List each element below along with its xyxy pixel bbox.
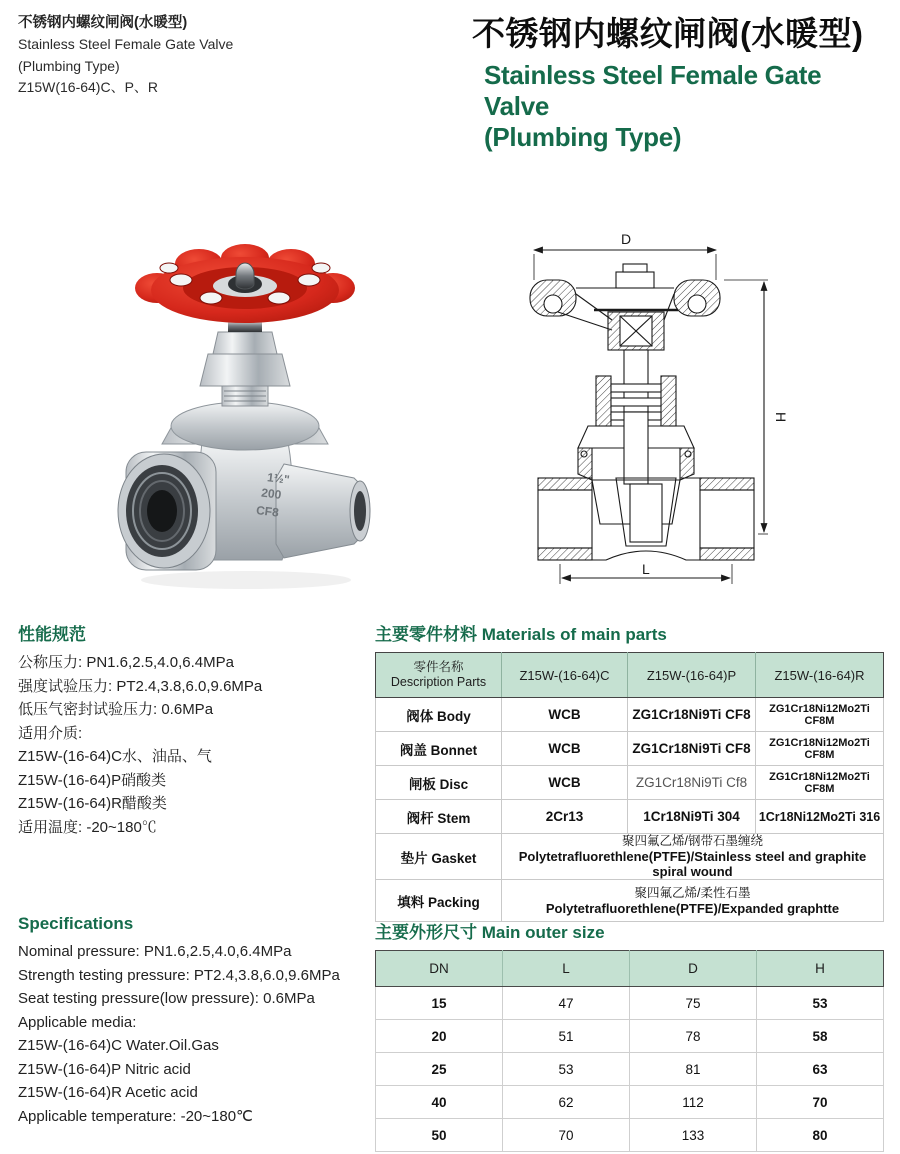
specification-line: Z15W-(16-64)P Nitric acid [18, 1060, 191, 1078]
size-header-h: H [757, 951, 884, 987]
wheel-spoke [664, 294, 674, 320]
materials-header-part [376, 653, 502, 698]
photo-shadow [141, 571, 351, 589]
marking-size: 1½" [266, 470, 291, 487]
size-dn: 15 [376, 987, 503, 1020]
size-header-row [376, 951, 884, 987]
material-merged-en: Polytetrafluorethlene(PTFE)/Expanded graphtte [545, 900, 840, 916]
specification-line: Z15W-(16-64)R Acetic acid [18, 1084, 198, 1101]
port-bore-left [538, 490, 592, 548]
materials-header-col2: Z15W-(16-64)P [628, 653, 756, 698]
handwheel-hole [170, 274, 192, 286]
size-h: 80 [757, 1119, 884, 1152]
valve-photo-group [118, 244, 370, 589]
valve-end-right-bore [354, 491, 366, 531]
size-h: 70 [757, 1086, 884, 1119]
performance-line: 公称压力: PN1.6,2.5,4.0,6.4MPa [18, 654, 234, 671]
page-title-en-line1: Stainless Steel Female Gate Valve [484, 60, 822, 121]
material-merged [502, 880, 884, 922]
part-name: 闸板 Disc [376, 766, 502, 800]
size-h: 63 [757, 1053, 884, 1086]
port-wall [700, 478, 754, 490]
material-merged-en: Polytetrafluorethlene(PTFE)/Stainless steel and graphite spiral wound [518, 849, 867, 879]
specification-line: Applicable media: [18, 1013, 137, 1031]
bonnet-wall-left [578, 448, 592, 480]
performance-line: 适用温度: -20~180℃ [18, 818, 157, 836]
marking-pressure: 200 [260, 485, 283, 502]
page-title-en [472, 60, 892, 153]
size-header-dn: DN [376, 951, 503, 987]
materials-header-col3: Z15W-(16-64)R [756, 653, 884, 698]
marking-material: CF8 [255, 503, 280, 520]
header-right [472, 8, 892, 153]
handwheel-hole [268, 292, 290, 304]
material-merged-zh: 聚四氟乙烯/钢带石墨缠绕 [622, 834, 763, 848]
product-model: Z15W(16-64)C、P、R [18, 79, 159, 95]
specifications-title: Specifications [18, 914, 134, 933]
size-l: 53 [503, 1053, 630, 1086]
size-d: 78 [630, 1020, 757, 1053]
size-title: 主要外形尺寸 Main outer size [375, 923, 605, 942]
size-d: 112 [630, 1086, 757, 1119]
specification-line: Nominal pressure: PN1.6,2.5,4.0,6.4MPa [18, 943, 292, 960]
size-dn: 50 [376, 1119, 503, 1152]
size-d: 81 [630, 1053, 757, 1086]
size-table [375, 950, 884, 1152]
size-dn: 40 [376, 1086, 503, 1119]
size-header-l: L [503, 951, 630, 987]
material-c: WCB [502, 698, 628, 732]
part-name: 阀盖 Bonnet [376, 732, 502, 766]
performance-line: Z15W-(16-64)R醋酸类 [18, 795, 167, 812]
performance-title: 性能规范 [18, 625, 86, 644]
material-p: ZG1Cr18Ni9Ti CF8 [628, 698, 756, 732]
bonnet-wall-right [680, 448, 694, 480]
table-row [376, 1119, 884, 1152]
port-wall [538, 548, 592, 560]
packing-nut [213, 332, 277, 354]
performance-line: 强度试验压力: PT2.4,3.8,6.0,9.6MPa [18, 677, 263, 695]
performance-line: 低压气密封试验压力: 0.6MPa [18, 701, 214, 718]
size-dn: 20 [376, 1020, 503, 1053]
material-p: ZG1Cr18Ni9Ti CF8 [628, 732, 756, 766]
size-l: 51 [503, 1020, 630, 1053]
page-title-en-line2: (Plumbing Type) [484, 122, 682, 152]
materials-table [375, 652, 884, 922]
packing-wall-right [661, 376, 676, 426]
valve-photo [106, 226, 384, 594]
dim-label-D: D [621, 231, 632, 247]
port-bore-right [700, 490, 754, 548]
materials-header-part-en: Description Parts [390, 675, 487, 689]
material-merged-zh: 聚四氟乙烯/柔性石墨 [634, 885, 751, 900]
size-h: 53 [757, 987, 884, 1020]
table-row [376, 766, 884, 800]
wheel-hole-left [544, 295, 562, 313]
part-name: 垫片 Gasket [376, 834, 502, 880]
wheel-hole-right [688, 295, 706, 313]
valve-drawing [496, 224, 796, 596]
bonnet-hex [200, 354, 290, 386]
specification-line: Applicable temperature: -20~180℃ [18, 1107, 253, 1125]
bonnet-dome [171, 402, 319, 450]
performance-line: 适用介质: [18, 724, 83, 742]
dim-label-L: L [642, 561, 650, 577]
table-row [376, 880, 884, 922]
material-c: 2Cr13 [502, 800, 628, 834]
table-row [376, 800, 884, 834]
handwheel-hole [200, 292, 222, 304]
product-title-en-small: Stainless Steel Female Gate Valve [18, 36, 234, 52]
table-row [376, 698, 884, 732]
size-d: 133 [630, 1119, 757, 1152]
size-l: 47 [503, 987, 630, 1020]
cap-nut [236, 263, 254, 289]
port-wall [538, 478, 592, 490]
table-row [376, 1086, 884, 1119]
size-l: 62 [503, 1086, 630, 1119]
packing-ring [611, 398, 661, 406]
performance-section [18, 620, 370, 839]
size-dn: 25 [376, 1053, 503, 1086]
materials-header-row [376, 653, 884, 698]
table-row [376, 1053, 884, 1086]
part-name: 阀杆 Stem [376, 800, 502, 834]
table-row [376, 834, 884, 880]
part-name: 阀体 Body [376, 698, 502, 732]
size-block [375, 918, 883, 1152]
dim-label-H: H [773, 412, 789, 423]
performance-line: Z15W-(16-64)P硝酸类 [18, 771, 167, 789]
packing-wall-left [596, 376, 611, 426]
materials-header-part-zh: 零件名称 [413, 660, 464, 674]
material-p: ZG1Cr18Ni9Ti Cf8 [628, 766, 756, 800]
material-r: ZG1Cr18Ni12Mo2Ti CF8M [756, 766, 884, 800]
materials-block [375, 620, 883, 922]
handwheel-hole [312, 263, 330, 273]
specifications-section [18, 914, 370, 1128]
size-l: 70 [503, 1119, 630, 1152]
header-left [18, 12, 348, 99]
table-row [376, 987, 884, 1020]
performance-line: Z15W-(16-64)C水、油品、气 [18, 748, 212, 765]
handwheel-hole [298, 274, 320, 286]
stem-nut [616, 272, 654, 288]
stem-nut-top [623, 264, 647, 272]
page-title-zh: 不锈钢内螺纹闸阀(水暖型) [472, 15, 864, 52]
material-p: 1Cr18Ni9Ti 304 [628, 800, 756, 834]
material-c: WCB [502, 732, 628, 766]
product-subtitle-en-small: (Plumbing Type) [18, 57, 120, 74]
material-r: 1Cr18Ni12Mo2Ti 316 [756, 800, 884, 834]
size-h: 58 [757, 1020, 884, 1053]
materials-title: 主要零件材料 Materials of main parts [375, 625, 667, 644]
material-r: ZG1Cr18Ni12Mo2Ti CF8M [756, 698, 884, 732]
table-row [376, 732, 884, 766]
materials-header-col1: Z15W-(16-64)C [502, 653, 628, 698]
part-name: 填料 Packing [376, 880, 502, 922]
handwheel-hole [160, 263, 178, 273]
product-title-zh-small: 不锈钢内螺纹闸阀(水暖型) [18, 15, 188, 31]
material-r: ZG1Cr18Ni12Mo2Ti CF8M [756, 732, 884, 766]
valve-bore-deep [147, 490, 177, 532]
table-row [376, 1020, 884, 1053]
packing-ring [611, 384, 661, 392]
specification-line: Seat testing pressure(low pressure): 0.6MPa [18, 990, 315, 1007]
handwheel [135, 244, 355, 323]
disc-stem-pocket [630, 484, 662, 542]
drawing-group [530, 250, 768, 584]
stem-lower [624, 412, 648, 484]
wheel-spoke [576, 294, 612, 320]
material-merged [502, 834, 884, 880]
size-header-d: D [630, 951, 757, 987]
specification-line: Z15W-(16-64)C Water.Oil.Gas [18, 1037, 219, 1054]
material-c: WCB [502, 766, 628, 800]
specification-line: Strength testing pressure: PT2.4,3.8,6.0,9.6MPa [18, 966, 340, 984]
size-d: 75 [630, 987, 757, 1020]
port-wall [700, 548, 754, 560]
